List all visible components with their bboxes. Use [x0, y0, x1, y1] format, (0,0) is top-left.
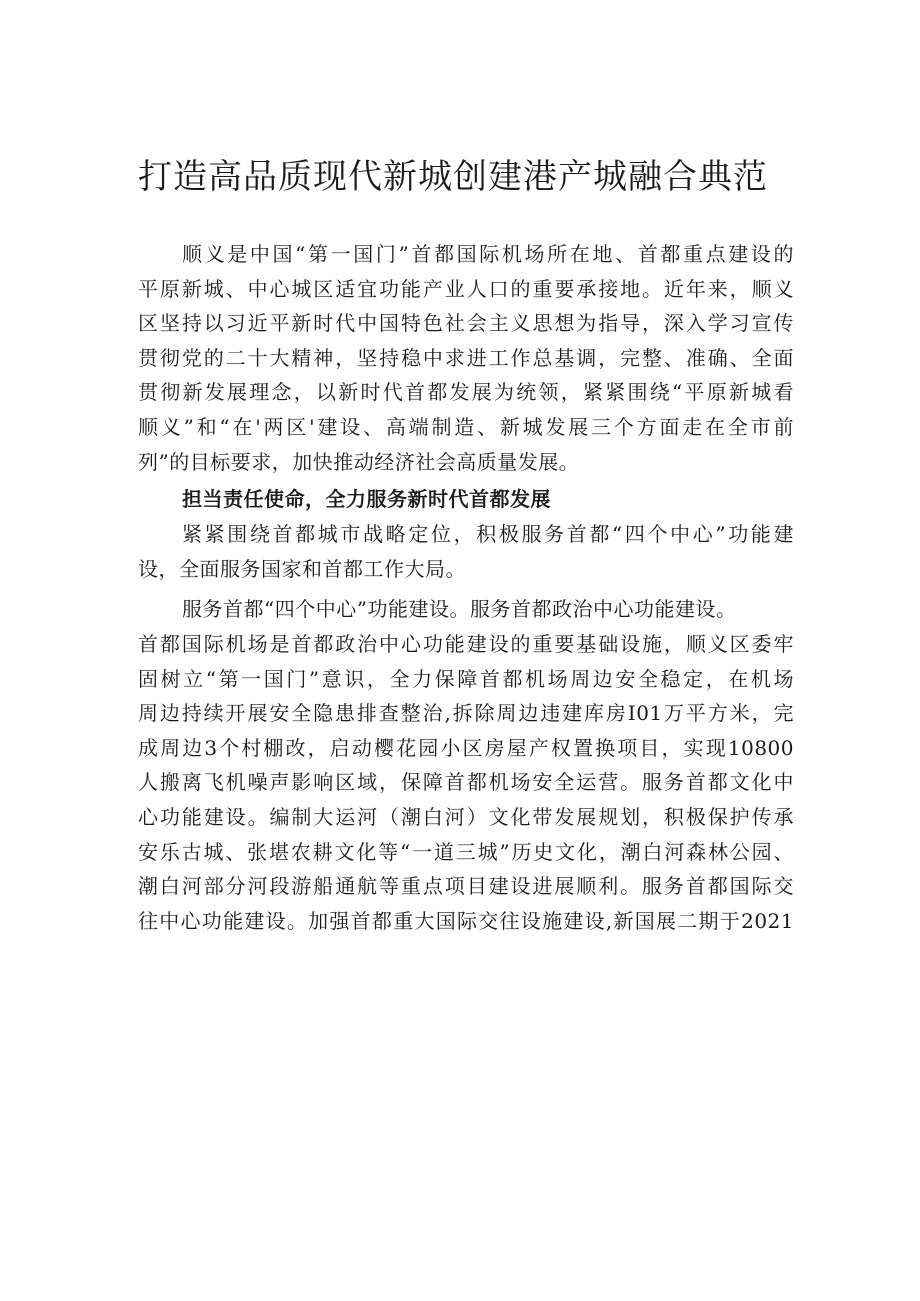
- paragraph-line: 列”的目标要求，加快推动经济社会高质量发展。: [138, 449, 580, 474]
- paragraph-line: 安乐古城、张堪农耕文化等“一道三城”历史文化，潮白河森林公园、: [138, 839, 794, 864]
- paragraph-line: 贯彻党的二十大精神，坚持稳中求进工作总基调，完整、准确、全面: [138, 345, 794, 370]
- document-body: [138, 237, 794, 938]
- paragraph-four-centers: [138, 592, 794, 938]
- paragraph-line: 成周边3个村棚改，启动樱花园小区房屋产权置换项目，实现10800: [138, 735, 794, 760]
- paragraph-line: 往中心功能建设。加强首都重大国际交往设施建设,新国展二期于2021: [138, 908, 794, 933]
- paragraph-line: 固树立“第一国门”意识，全力保障首都机场周边安全稳定，在机场: [138, 666, 794, 691]
- paragraph-line: 人搬离飞机噪声影响区域，保障首都机场安全运营。服务首都文化中: [138, 770, 794, 795]
- paragraph-section-intro: [138, 517, 794, 586]
- paragraph-line: 心功能建设。编制大运河（潮白河）文化带发展规划，积极保护传承: [138, 804, 794, 829]
- document-title: 打造高品质现代新城创建港产城融合典范: [138, 157, 768, 197]
- paragraph-line: 区坚持以习近平新时代中国特色社会主义思想为指导，深入学习宣传: [138, 311, 794, 336]
- paragraph-intro: [138, 237, 794, 479]
- paragraph-line: 服务首都“四个中心”功能建设。服务首都政治中心功能建设。: [182, 597, 737, 622]
- paragraph-line: 顺义是中国“第一国门”首都国际机场所在地、首都重点建设的: [182, 242, 794, 266]
- paragraph-line: 平原新城、中心城区适宜功能产业人口的重要承接地。近年来，顺义: [138, 276, 794, 301]
- paragraph-line: 贯彻新发展理念，以新时代首都发展为统领，紧紧围绕“平原新城看: [138, 380, 794, 405]
- paragraph-line: 潮白河部分河段游船通航等重点项目建设进展顺利。服务首都国际交: [138, 874, 794, 899]
- paragraph-line: 顺义”和“在'两区'建设、高端制造、新城发展三个方面走在全市前: [138, 414, 794, 439]
- paragraph-line: 周边持续开展安全隐患排查整治,拆除周边违建库房I01万平方米，完: [138, 701, 794, 726]
- section-heading: 担当责任使命，全力服务新时代首都发展: [182, 487, 551, 512]
- paragraph-line: 首都国际机场是首都政治中心功能建设的重要基础设施，顺义区委牢: [138, 631, 794, 656]
- paragraph-line: 设，全面服务国家和首都工作大局。: [138, 556, 466, 581]
- paragraph-line: 紧紧围绕首都城市战略定位，积极服务首都“四个中心”功能建: [182, 522, 794, 547]
